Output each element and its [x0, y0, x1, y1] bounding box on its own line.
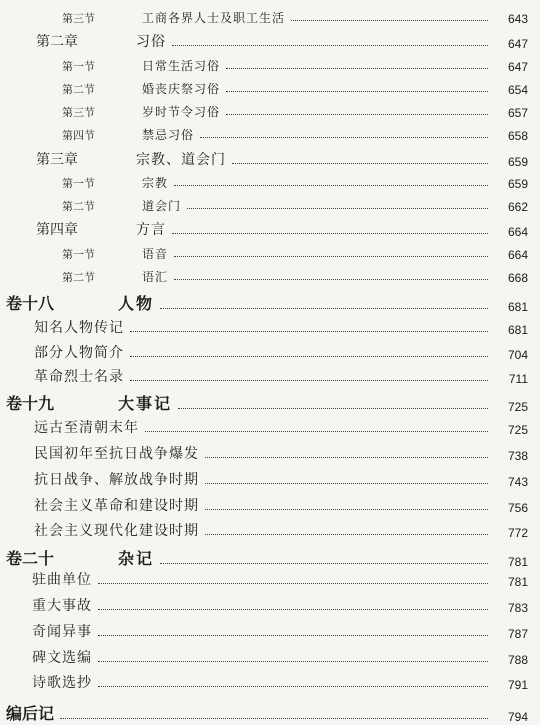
toc-entry[interactable] [0, 52, 540, 74]
page-number: 725 [507, 400, 528, 414]
toc-entry[interactable] [0, 121, 540, 143]
entry-title: 宗教、道会门 [136, 152, 226, 168]
leader-dots [291, 19, 488, 21]
leader-dots [98, 608, 488, 610]
entry-label: 第三章 [36, 152, 78, 168]
leader-dots [226, 113, 488, 115]
entry-title: 婚丧庆祭习俗 [142, 82, 221, 96]
page-number: 659 [507, 177, 528, 191]
entry-title: 抗日战争、解放战争时期 [34, 472, 199, 488]
entry-title: 宗教 [142, 176, 169, 190]
toc-entry[interactable] [0, 543, 540, 569]
entry-title: 禁忌习俗 [142, 128, 195, 142]
entry-label: 第四节 [62, 129, 95, 142]
entry-label: 卷十八 [6, 294, 55, 313]
toc-entry[interactable] [0, 288, 540, 314]
toc-entry[interactable] [0, 263, 540, 285]
page-number: 725 [507, 423, 528, 437]
toc-entry[interactable] [0, 215, 540, 239]
page-number: 664 [507, 248, 528, 262]
page-number: 657 [507, 106, 528, 120]
leader-dots [226, 67, 488, 69]
entry-label: 第三节 [62, 12, 95, 25]
toc-entry[interactable] [0, 27, 540, 51]
entry-title: 大事记 [118, 394, 173, 413]
leader-dots [98, 634, 488, 636]
page-number: 711 [508, 372, 528, 386]
entry-title: 碑文选编 [32, 650, 92, 666]
page-number: 664 [507, 225, 528, 239]
entry-label: 第四章 [36, 222, 78, 238]
entry-label: 第二章 [36, 34, 78, 50]
leader-dots [160, 307, 488, 309]
leader-dots [130, 330, 488, 332]
entry-title: 工商各界人士及职工生活 [142, 11, 286, 25]
leader-dots [187, 207, 488, 209]
leader-dots [232, 162, 488, 164]
page-number: 783 [507, 601, 528, 615]
entry-title: 道会门 [142, 199, 182, 213]
toc-entry[interactable] [0, 569, 540, 589]
leader-dots [130, 355, 488, 357]
leader-dots [174, 278, 488, 280]
page-number: 647 [507, 37, 528, 51]
entry-label: 第一节 [62, 248, 95, 261]
page-number: 681 [507, 300, 528, 314]
page-number: 704 [507, 348, 528, 362]
entry-title: 日常生活习俗 [142, 59, 221, 73]
leader-dots [205, 456, 488, 458]
entry-title: 远古至清朝末年 [34, 420, 139, 436]
leader-dots [205, 508, 488, 510]
leader-dots [98, 660, 488, 662]
leader-dots [174, 255, 488, 257]
entry-title: 重大事故 [32, 598, 92, 614]
page-number: 738 [507, 449, 528, 463]
page-number: 659 [507, 155, 528, 169]
toc-entry[interactable] [0, 491, 540, 515]
page-number: 794 [507, 710, 528, 724]
toc-entry[interactable] [0, 169, 540, 191]
entry-label: 第二节 [62, 271, 95, 284]
toc-entry[interactable] [0, 465, 540, 489]
entry-label: 第一节 [62, 60, 95, 73]
toc-entry[interactable] [0, 413, 540, 437]
entry-label: 第一节 [62, 177, 95, 190]
toc-entry[interactable] [0, 75, 540, 97]
page-number: 781 [507, 555, 528, 569]
leader-dots [130, 379, 488, 381]
toc-entry[interactable] [0, 439, 540, 463]
page-number: 662 [507, 200, 528, 214]
leader-dots [98, 685, 488, 687]
page-number: 647 [507, 60, 528, 74]
entry-title: 民国初年至抗日战争爆发 [34, 446, 199, 462]
toc-entry[interactable] [0, 672, 540, 692]
page-number: 681 [507, 323, 528, 337]
leader-dots [160, 562, 488, 564]
page-number: 743 [507, 475, 528, 489]
entry-title: 人物 [118, 294, 155, 313]
leader-dots [200, 136, 488, 138]
leader-dots [98, 582, 488, 584]
leader-dots [172, 232, 488, 234]
leader-dots [205, 533, 488, 535]
page-number: 658 [507, 129, 528, 143]
entry-title: 杂记 [118, 549, 155, 568]
entry-title: 社会主义革命和建设时期 [34, 498, 199, 514]
entry-title: 奇闻异事 [32, 624, 92, 640]
leader-dots [226, 90, 488, 92]
entry-title: 岁时节令习俗 [142, 105, 221, 119]
entry-label: 编后记 [6, 704, 55, 723]
entry-title: 语汇 [142, 270, 169, 284]
toc-entry[interactable] [0, 595, 540, 615]
leader-dots [178, 407, 488, 409]
page-number: 791 [507, 678, 528, 692]
toc-entry[interactable] [0, 4, 540, 26]
page-number: 788 [507, 653, 528, 667]
entry-title: 语音 [142, 247, 169, 261]
entry-title: 方言 [136, 222, 166, 238]
page-number: 643 [507, 12, 528, 26]
entry-label: 卷十九 [6, 394, 55, 413]
entry-label: 第三节 [62, 106, 95, 119]
toc-entry[interactable] [0, 338, 540, 362]
entry-label: 第二节 [62, 83, 95, 96]
leader-dots [205, 482, 488, 484]
page-number: 772 [507, 526, 528, 540]
page-number: 668 [507, 271, 528, 285]
page-number: 654 [507, 83, 528, 97]
leader-dots [174, 184, 488, 186]
entry-label: 卷二十 [6, 549, 55, 568]
entry-title: 革命烈士名录 [34, 369, 124, 385]
entry-title: 知名人物传记 [34, 320, 124, 336]
leader-dots [60, 717, 488, 719]
leader-dots [145, 430, 488, 432]
toc-entry[interactable] [0, 240, 540, 262]
entry-label: 第二节 [62, 200, 95, 213]
entry-title: 诗歌选抄 [32, 675, 92, 691]
toc-entry[interactable] [0, 647, 540, 667]
toc-entry[interactable] [0, 98, 540, 120]
entry-title: 驻曲单位 [32, 572, 92, 588]
leader-dots [172, 44, 488, 46]
entry-title: 部分人物简介 [34, 345, 124, 361]
toc-entry[interactable] [0, 362, 540, 386]
toc-entry[interactable] [0, 698, 540, 724]
entry-title: 社会主义现代化建设时期 [34, 523, 199, 539]
toc-entry[interactable] [0, 388, 540, 414]
page-number: 781 [507, 575, 528, 589]
toc-entry[interactable] [0, 192, 540, 214]
toc-entry[interactable] [0, 313, 540, 337]
page-number: 787 [507, 627, 528, 641]
toc-entry[interactable] [0, 516, 540, 540]
toc-entry[interactable] [0, 145, 540, 169]
toc-entry[interactable] [0, 621, 540, 641]
entry-title: 习俗 [136, 34, 166, 50]
page-number: 756 [507, 501, 528, 515]
